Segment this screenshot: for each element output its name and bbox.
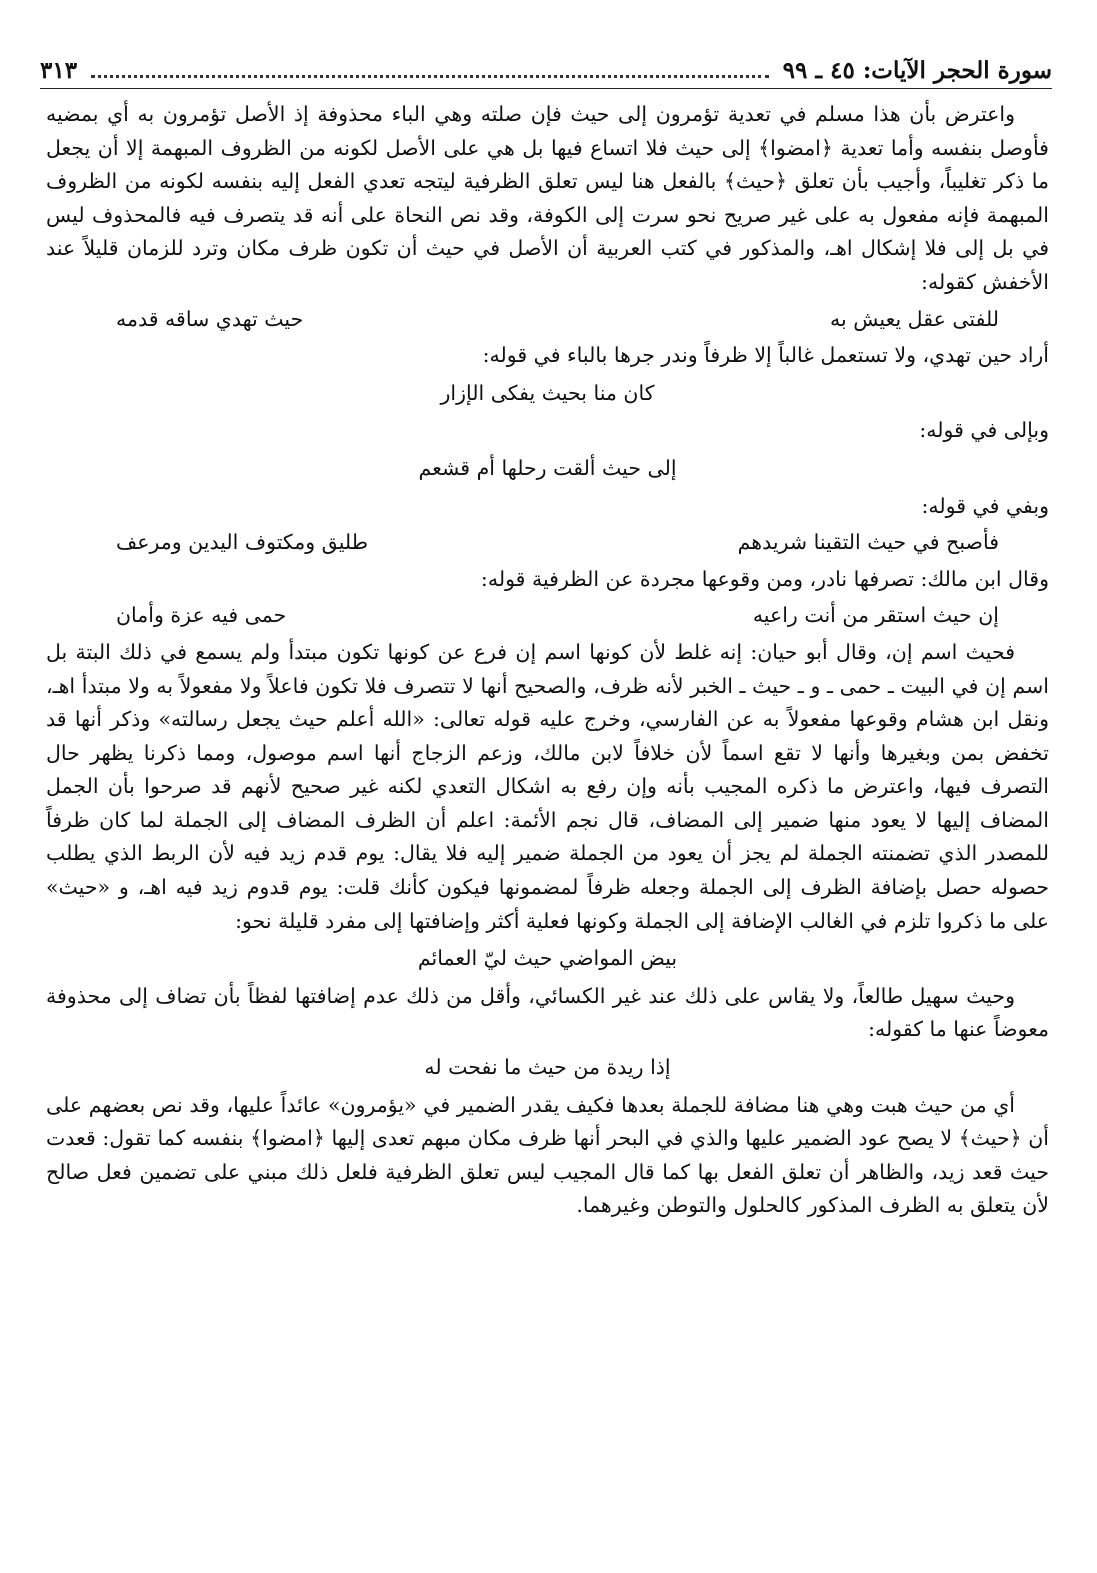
surah-title: سورة الحجر الآيات: ٤٥ ـ ٩٩ <box>782 56 1052 84</box>
paragraph: وقال ابن مالك: تصرفها نادر، ومن وقوعها مجردة عن الظرفية قوله: <box>480 566 1049 591</box>
paragraph: أراد حين تهدي، ولا تستعمل غالباً إلا ظرفاً وندر جرها بالباء في قوله: <box>482 343 1049 368</box>
paragraph: وحيث سهيل طالعاً، ولا يقاس على ذلك عند غير الكسائي، وأقل من ذلك عدم إضافتها لفظاً بأن تضاف إلى محذوفة معوضاً عنها ما كقوله: <box>46 983 1049 1042</box>
verse-hemistich-right: فأصبح في حيث التقينا شريدهم <box>737 530 999 555</box>
verse-text: إذا ريدة من حيث ما نفحت له <box>424 1055 671 1080</box>
verse-text: إلى حيث ألقت رحلها أم قشعم <box>418 455 677 480</box>
paragraph: أي من حيث هبت وهي هنا مضافة للجملة بعدها فكيف يقدر الضمير في «يؤمرون» عائداً عليها، وقد نص بعضهم على أن ﴿حيث﴾ لا يصح عود الضمير عليها والذي في البحر أنها ظرف مكان مبهم تعدى إليها ﴿امضوا﴾ بنفسه كما تقول: قعدت حيث قعد زيد، والظاهر أن تعلق الفعل بها كما قال المجيب ليس تعلق الظرفية فلعل ذلك مبني على تضمين فعل صالح لأن يتعلق به الظرف المذكور كالحلول والتوطن وغيرهما. <box>46 1092 1049 1218</box>
page-body <box>46 98 1049 1223</box>
verse-line <box>46 526 1049 560</box>
verse-hemistich-left: حمى فيه عزة وأمان <box>116 603 287 628</box>
page-number: ٣١٣ <box>40 56 78 84</box>
dotted-leader <box>91 75 769 78</box>
verse-text: كان منا بحيث يفكى الإزار <box>440 380 655 405</box>
verse-line <box>46 599 1049 633</box>
paragraph: وبفي في قوله: <box>921 493 1049 518</box>
verse-line <box>46 452 1049 486</box>
paragraph: فحيث اسم إن، وقال أبو حيان: إنه غلط لأن كونها اسم إن فرع عن كونها تكون مبتدأ ولم يسمع في ذلك البتة بل اسم إن في البيت ـ حمى ـ و ـ حيث ـ الخبر لأنه ظرف، والصحيح أنها لا تتصرف فلا تكون فاعلاً ولا مفعولاً به ولا مبتدأ اهـ، ونقل ابن هشام وقوعها مفعولاً به عن الفارسي، وخرج عليه قوله تعالى: «الله أعلم حيث يجعل رسالته» وذكر أنها قد تخفض بمن وبغيرها وأنها لا تقع اسماً لأن خلافاً لابن مالك، وزعم الزجاج أنها اسم موصول، ومما ذكرنا يظهر حال التصرف فيها، واعترض ما ذكره المجيب بأنه وإن رفع به اشكال التعدي لكنه غير صحيح لأنهم قد صرحوا بأن الجمل المضاف إليها لا يعود منها ضمير إلى المضاف، قال نجم الأئمة: اعلم أن الظرف المضاف إلى الجملة لما كان ظرفاً للمصدر الذي تضمنته الجملة لم يجز أن يعود من الجملة ضمير إليه فلا يقال: يوم قدم زيد فيه لأن الربط الذي يطلب حصوله حصل بإضافة الظرف إلى الجملة وجعله ظرفاً لمضمونها فيكون كأنك قلت: يوم قدوم زيد فيه اهـ، و «حيث» على ما ذكروا تلزم في الغالب الإضافة إلى الجملة وكونها فعلية أكثر وإضافتها إلى مفرد قليلة نحو: <box>46 639 1049 933</box>
running-header <box>40 52 1052 89</box>
verse-line <box>46 942 1049 976</box>
verse-hemistich-left: طليق ومكتوف اليدين ومرعف <box>116 530 369 555</box>
paragraph: وبإلى في قوله: <box>919 418 1049 443</box>
verse-hemistich-left: حيث تهدي ساقه قدمه <box>116 306 304 331</box>
verse-hemistich-right: إن حيث استقر من أنت راعيه <box>752 603 999 628</box>
verse-line <box>46 377 1049 411</box>
verse-line <box>46 1051 1049 1085</box>
verse-line <box>46 303 1049 337</box>
paragraph: واعترض بأن هذا مسلم في تعدية تؤمرون إلى حيث فإن صلته وهي الباء محذوفة إذ الأصل تؤمرون به أي بمضيه فأوصل بنفسه وأما تعدية ﴿امضوا﴾ إلى حيث فلا اتساع فيها بل هي على الأصل لكونه من الظروف المبهمة إلا أن يجعل ما ذكر تغليباً، وأجيب بأن تعلق ﴿حيث﴾ بالفعل هنا ليس تعلق الظرفية ليتجه تعدي الفعل إليه بنفسه لكونه من الظروف المبهمة فإنه مفعول به على غير صريح نحو سرت إلى الكوفة، وقد نص النحاة على أنه قد يتصرف فيه فالمحذوف ليس في بل إلى فلا إشكال اهـ، والمذكور في كتب العربية أن الأصل في حيث أن تكون ظرف مكان وترد للزمان قليلاً عند الأخفش كقوله: <box>46 102 1049 294</box>
verse-text: بيض المواضي حيث ليّ العمائم <box>417 946 678 971</box>
verse-hemistich-right: للفتى عقل يعيش به <box>830 306 999 331</box>
